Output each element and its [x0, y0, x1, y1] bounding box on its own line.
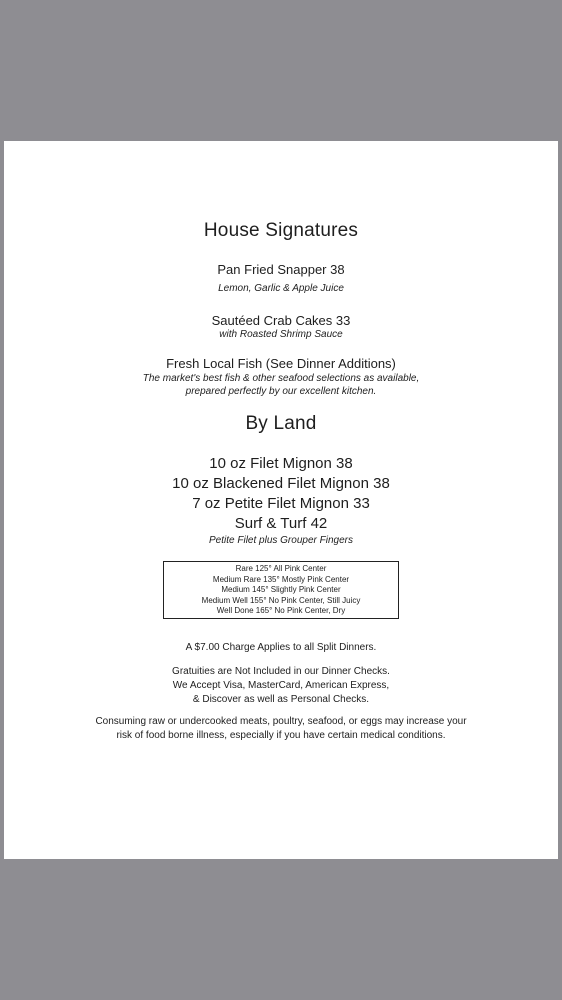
menu-item-snapper-desc: Lemon, Garlic & Apple Juice [218, 283, 344, 294]
payment-note-line-1: Gratuities are Not Included in our Dinner Checks. [172, 666, 390, 677]
temperature-medium-rare: Medium Rare 135° Mostly Pink Center [212, 574, 350, 584]
menu-item-snapper: Pan Fried Snapper 38 [217, 262, 345, 277]
menu-item-local-fish: Fresh Local Fish (See Dinner Additions) [166, 356, 396, 371]
menu-item-petite-filet: 7 oz Petite Filet Mignon 33 [192, 495, 370, 512]
menu-item-blackened-filet: 10 oz Blackened Filet Mignon 38 [172, 475, 390, 492]
house-signatures-heading: House Signatures [203, 220, 359, 241]
menu-item-local-fish-desc-1: The market's best fish & other seafood selections as available, [142, 373, 420, 384]
menu-item-surf-turf: Surf & Turf 42 [234, 515, 328, 532]
food-warning-line-2: risk of food borne illness, especially if you have certain medical conditions. [116, 730, 446, 741]
menu-item-filet: 10 oz Filet Mignon 38 [209, 455, 353, 472]
temperature-medium-well: Medium Well 155° No Pink Center, Still Juicy [201, 595, 361, 605]
split-charge-note: A $7.00 Charge Applies to all Split Dinners. [185, 642, 377, 653]
temperature-rare: Rare 125° All Pink Center [235, 564, 327, 573]
by-land-heading: By Land [245, 413, 317, 434]
menu-item-local-fish-desc-2: prepared perfectly by our excellent kitchen. [185, 386, 377, 397]
menu-item-crab-cakes-desc: with Roasted Shrimp Sauce [219, 329, 343, 340]
payment-note-line-3: & Discover as well as Personal Checks. [192, 694, 370, 705]
food-warning-line-1: Consuming raw or undercooked meats, poultry, seafood, or eggs may increase your [95, 716, 467, 727]
temperature-medium: Medium 145° Slightly Pink Center [221, 585, 341, 595]
menu-page [4, 141, 558, 859]
temperature-well-done: Well Done 165° No Pink Center, Dry [216, 606, 346, 616]
payment-note-line-2: We Accept Visa, MasterCard, American Express, [172, 680, 390, 691]
menu-item-surf-turf-desc: Petite Filet plus Grouper Fingers [209, 535, 353, 546]
menu-item-crab-cakes: Sautéed Crab Cakes 33 [211, 313, 351, 328]
temperature-guide-box [163, 561, 399, 619]
